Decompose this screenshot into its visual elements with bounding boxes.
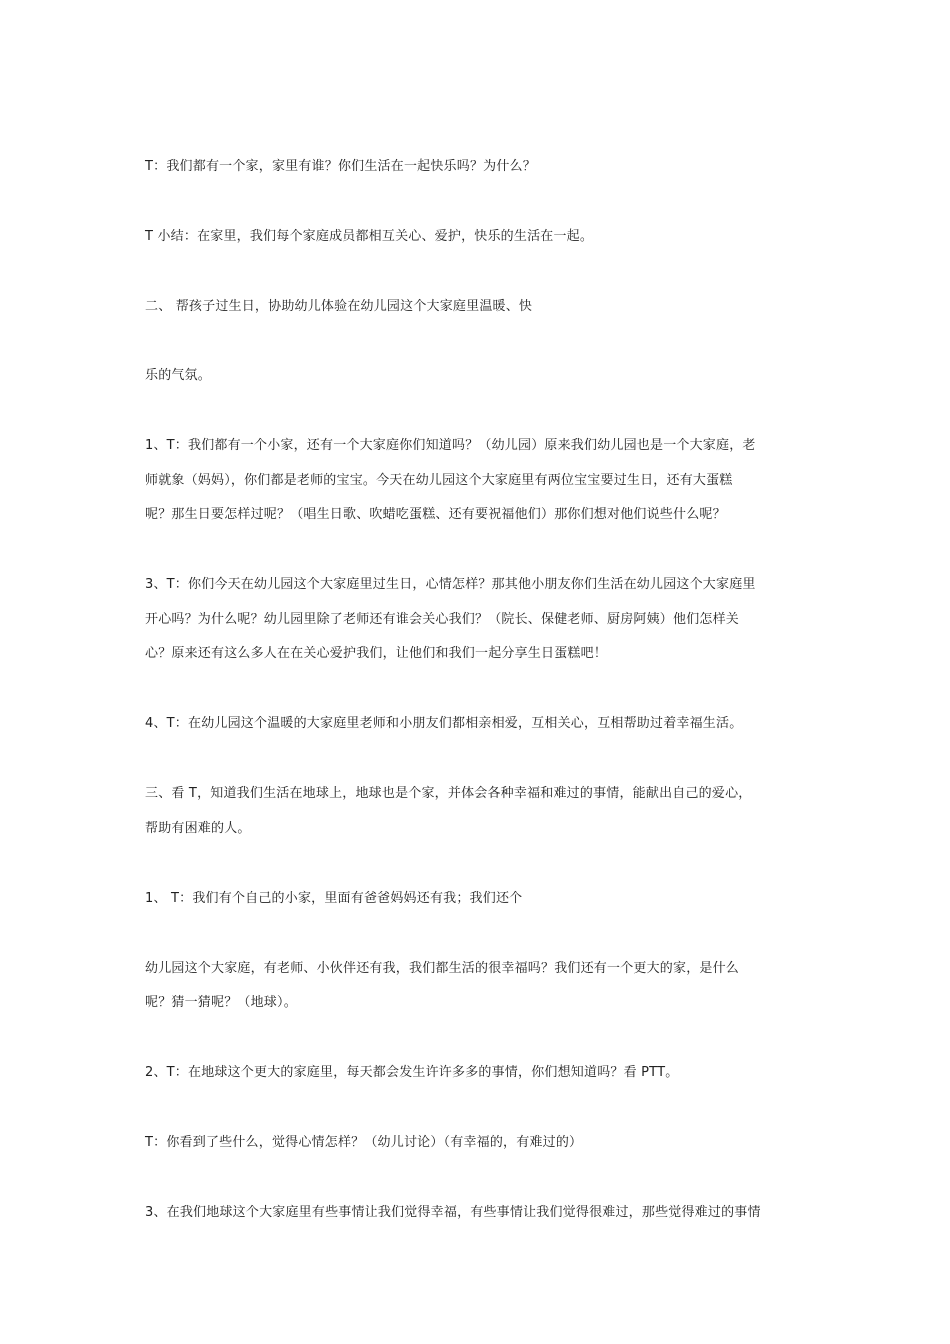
section-heading-2: 二、 帮孩子过生日，协助幼儿体验在幼儿园这个大家庭里温暖、快 <box>145 299 533 314</box>
section-heading-3: 三、看 T，知道我们生活在地球上，地球也是个家，并体会各种幸福和难过的事情，能献出自己的爱心， <box>145 786 752 801</box>
text-line-14: 1、 T：我们有个自己的小家，里面有爸爸妈妈还有我；我们还个 <box>145 891 523 906</box>
text-line-7: 呢？那生日要怎样过呢？（唱生日歌、吹蜡吃蛋糕、还有要祝福他们）那你们想对他们说些什么呢？ <box>145 507 726 522</box>
text-line-5: 1、T：我们都有一个小家，还有一个大家庭你们知道吗？（幼儿园）原来我们幼儿园也是一个大家庭，老 <box>145 438 756 453</box>
text-line-15: 幼儿园这个大家庭，有老师、小伙伴还有我，我们都生活的很幸福吗？我们还有一个更大的家，是什么 <box>145 961 740 976</box>
text-line-18: T：你看到了些什么，觉得心情怎样？（幼儿讨论）（有幸福的，有难过的） <box>145 1135 583 1150</box>
text-line-4: 乐的气氛。 <box>145 368 212 383</box>
text-line-19: 3、在我们地球这个大家庭里有些事情让我们觉得幸福，有些事情让我们觉得很难过，那些觉得难过的事情 <box>145 1205 761 1220</box>
text-line-8: 3、T：你们今天在幼儿园这个大家庭里过生日，心情怎样？那其他小朋友你们生活在幼儿园这个大家庭里 <box>145 577 756 592</box>
text-line-6: 师就象（妈妈），你们都是老师的宝宝。今天在幼儿园这个大家庭里有两位宝宝要过生日，还有大蛋糕 <box>145 473 733 488</box>
text-line-11: 4、T：在幼儿园这个温暖的大家庭里老师和小朋友们都相亲相爱，互相关心，互相帮助过着幸福生活。 <box>145 716 743 731</box>
text-line-9: 开心吗？为什么呢？幼儿园里除了老师还有谁会关心我们？（院长、保健老师、厨房阿姨）他们怎样关 <box>145 612 740 627</box>
text-line-1: T：我们都有一个家，家里有谁？你们生活在一起快乐吗？为什么？ <box>145 159 536 174</box>
text-line-17: 2、T：在地球这个更大的家庭里，每天都会发生许许多多的事情，你们想知道吗？看 PTT。 <box>145 1065 679 1080</box>
text-line-13: 帮助有困难的人。 <box>145 821 251 836</box>
text-line-10: 心？原来还有这么多人在在关心爱护我们，让他们和我们一起分享生日蛋糕吧！ <box>145 646 608 661</box>
text-line-16: 呢？猜一猜呢？（地球）。 <box>145 995 297 1010</box>
text-line-2: T 小结：在家里，我们每个家庭成员都相互关心、爱护，快乐的生活在一起。 <box>145 229 594 244</box>
